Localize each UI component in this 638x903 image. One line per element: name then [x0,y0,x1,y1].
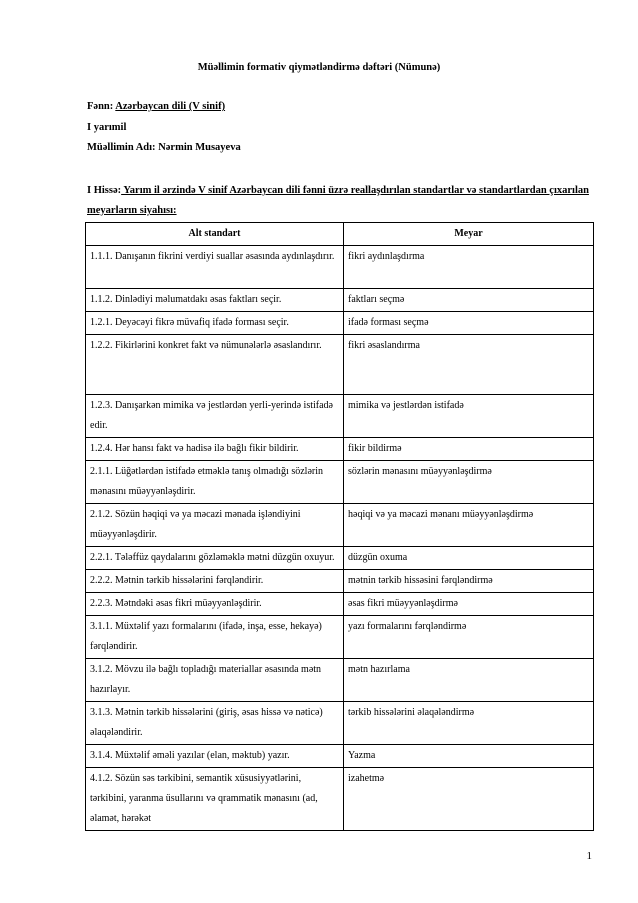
table-row [86,312,594,335]
table-row [86,659,594,702]
table-row [86,616,594,659]
table-row [86,768,594,831]
cell-standard: 1.1.2. Dinlədiyi məlumatdakı əsas faktları seçir. [86,289,344,312]
cell-standard: 2.1.2. Sözün həqiqi və ya məcazi mənada işləndiyini müəyyənləşdirir. [86,504,344,547]
table-header-row [86,223,594,246]
cell-standard: 1.2.1. Deyəcəyi fikrə müvafiq ifadə forması seçir. [86,312,344,335]
header-alt-standart: Alt standart [86,223,344,246]
section-text: Yarım il ərzində V sinif Azərbaycan dili fənni üzrə reallaşdırılan standartlar və standartlardan çıxarılan meyarların siyahısı: [87,185,589,216]
cell-standard: 1.2.2. Fikirlərini konkret fakt və nümunələrlə əsaslandırır. [86,335,344,395]
cell-standard: 3.1.3. Mətnin tərkib hissələrini (giriş, əsas hissə və nəticə) əlaqələndirir. [86,702,344,745]
cell-standard: 4.1.2. Sözün səs tərkibini, semantik xüsusiyyətlərini, tərkibini, yaranma üsullarını və qrammatik mənasını (ad, əlamət, hərəkət [86,768,344,831]
cell-criterion: mimika və jestlərdən istifadə [344,395,594,438]
table-row [86,246,594,289]
cell-standard: 2.2.3. Mətndəki əsas fikri müəyyənləşdirir. [86,593,344,616]
subject-label: Fənn: [87,101,114,112]
teacher-line [87,142,241,153]
table-row [86,395,594,438]
cell-criterion: ifadə forması seçmə [344,312,594,335]
cell-standard: 3.1.4. Müxtəlif əməli yazılar (elan, məktub) yazır. [86,745,344,768]
table-row [86,593,594,616]
cell-criterion: mətn hazırlama [344,659,594,702]
cell-standard: 1.2.4. Hər hansı fakt və hadisə ilə bağlı fikir bildirir. [86,438,344,461]
cell-standard: 2.2.1. Tələffüz qaydalarını gözləməklə mətni düzgün oxuyur. [86,547,344,570]
cell-standard: 3.1.1. Müxtəlif yazı formalarını (ifadə, inşa, esse, hekayə) fərqləndirir. [86,616,344,659]
cell-criterion: faktları seçmə [344,289,594,312]
header-meyar: Meyar [344,223,594,246]
teacher-value: Nərmin Musayeva [158,142,241,153]
section-heading [87,181,592,221]
teacher-label: Müəllimin Adı: [87,142,156,153]
table-row [86,504,594,547]
cell-criterion: tərkib hissələrini əlaqələndirmə [344,702,594,745]
cell-criterion: düzgün oxuma [344,547,594,570]
table-row [86,335,594,395]
cell-criterion: həqiqi və ya məcazi mənanı müəyyənləşdirmə [344,504,594,547]
table-row [86,745,594,768]
subject-line [87,101,225,112]
cell-criterion: fikri aydınlaşdırma [344,246,594,289]
cell-criterion: əsas fikri müəyyənləşdirmə [344,593,594,616]
cell-criterion: izahetmə [344,768,594,831]
cell-criterion: fikir bildirmə [344,438,594,461]
cell-criterion: fikri əsaslandırma [344,335,594,395]
cell-standard: 2.2.2. Mətnin tərkib hissələrini fərqləndirir. [86,570,344,593]
cell-standard: 3.1.2. Mövzu ilə bağlı topladığı materiallar əsasında mətn hazırlayır. [86,659,344,702]
cell-criterion: yazı formalarını fərqləndirmə [344,616,594,659]
cell-standard: 1.1.1. Danışanın fikrini verdiyi suallar əsasında aydınlaşdırır. [86,246,344,289]
cell-criterion: mətnin tərkib hissəsini fərqləndirmə [344,570,594,593]
cell-standard: 2.1.1. Lüğətlərdən istifadə etməklə tanış olmadığı sözlərin mənasını müəyyənləşdirir. [86,461,344,504]
section-prefix: I Hissə: [87,185,122,196]
cell-criterion: sözlərin mənasını müəyyənləşdirmə [344,461,594,504]
table-row [86,547,594,570]
table-row [86,570,594,593]
table-row [86,438,594,461]
table-row [86,461,594,504]
subject-value: Azərbaycan dili (V sinif) [115,101,226,112]
standards-table [85,222,594,831]
table-row [86,289,594,312]
page-number: 1 [586,850,592,862]
cell-standard: 1.2.3. Danışarkən mimika və jestlərdən yerli-yerində istifadə edir. [86,395,344,438]
cell-criterion: Yazma [344,745,594,768]
table-row [86,702,594,745]
semester-line: I yarımil [87,122,127,133]
document-title: Müəllimin formativ qiymətləndirmə dəftəri (Nümunə) [197,62,441,73]
